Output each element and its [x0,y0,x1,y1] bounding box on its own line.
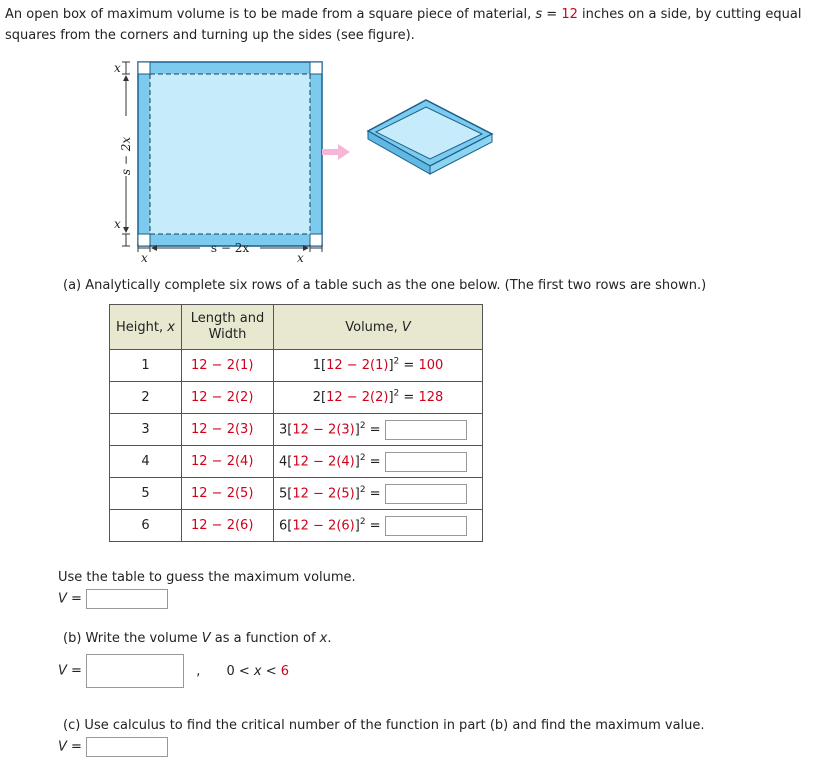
intro-text: An open box of maximum volume is to be made from a square piece of material, [5,7,536,22]
length-width-cell: 12 − 2(1) [182,350,274,382]
volume-cell: $4[12 - 2(4)]^2$ = [274,446,483,478]
volume-prefix: 4[ [279,454,293,469]
volume-header-label: Volume, [345,319,402,335]
domain-lt: < [261,663,281,679]
volume-bracket: ] [354,454,360,469]
comma: , [196,663,201,679]
table-row [110,446,483,478]
volume-bracket: ] [354,518,360,533]
part-c-prompt: (c) Use calculus to find the critical number of the function in part (b) and find the maximum value. [63,718,705,733]
height-cell: 4 [110,446,182,478]
x-label-right: x [297,251,304,265]
equals-sign: = [542,7,562,22]
guess-prompt: Use the table to guess the maximum volume. [58,570,356,585]
height-header-label: Height, [116,319,168,335]
length-width-cell: 12 − 2(2) [182,382,274,414]
length-width-cell: 12 − 2(3) [182,414,274,446]
volume-result: 128 [418,390,444,405]
volume-cell: $5[12 - 2(5)]^2$ = [274,478,483,510]
part-b-v: V [201,631,211,646]
height-cell: 3 [110,414,182,446]
volume-table [109,304,483,542]
length-width-cell: 12 − 2(5) [182,478,274,510]
table-row [110,478,483,510]
volume-prefix: 5[ [279,486,293,501]
volume-prefix: 3[ [279,422,293,437]
volume-answer-input-5[interactable] [385,484,467,504]
volume-inner: 12 − 2(3) [292,422,355,437]
volume-answer-input-6[interactable] [385,516,467,536]
height-cell: 2 [110,382,182,414]
volume-cell: $2[12 - 2(2)]^2 = 128$ [274,382,483,414]
domain-text [226,664,289,679]
box-diagram [100,56,520,268]
height-cell: 5 [110,478,182,510]
volume-inner: 12 − 2(1) [326,358,389,373]
max-value-input[interactable] [86,737,168,757]
domain-start: 0 < [226,663,254,679]
table-row [110,382,483,414]
volume-result: 100 [418,358,444,373]
side-label-vertical: s − 2x [119,136,133,176]
x-label-left: x [141,251,148,265]
table-row [110,510,483,542]
volume-answer-input-4[interactable] [385,452,467,472]
volume-bracket: ] [354,422,360,437]
max-volume-input[interactable] [86,589,168,609]
volume-inner: 12 − 2(6) [292,518,355,533]
length-width-cell: 12 − 2(4) [182,446,274,478]
height-cell: 6 [110,510,182,542]
volume-prefix: 6[ [279,518,293,533]
volume-cell: $6[12 - 2(6)]^2$ = [274,510,483,542]
length-width-cell: 12 − 2(6) [182,510,274,542]
x-label-bottom: x [114,217,121,231]
box-base [150,74,310,234]
height-header [110,305,182,350]
v-label: V = [58,663,82,679]
domain-var: x [253,663,262,679]
volume-header-var: V [401,319,411,335]
volume-cell: $3[12 - 2(3)]^2$ = [274,414,483,446]
volume-bracket: ] [388,358,394,373]
x-label-top: x [114,61,121,75]
table-header [110,305,483,350]
volume-bracket: ] [388,390,394,405]
height-cell: 1 [110,350,182,382]
max-value-row [58,737,168,757]
problem-statement [5,4,810,46]
volume-function-input[interactable] [86,654,184,688]
height-header-var: x [167,319,175,335]
max-volume-row [58,589,168,609]
volume-inner: 12 − 2(5) [292,486,355,501]
side-label-horizontal: s − 2x [210,241,250,255]
volume-inner: 12 − 2(4) [292,454,355,469]
open-box [368,100,492,174]
part-b-period: . [327,631,332,646]
v-label: V = [58,739,82,755]
s-variable: s [535,7,543,22]
volume-header [274,305,483,350]
part-b-prompt [63,631,332,646]
volume-cell: $1[12 - 2(1)]^2 = 100$ [274,350,483,382]
length-width-header: Length and Width [182,305,274,350]
volume-prefix: 2[ [312,390,327,405]
table-row [110,350,483,382]
table-row [110,414,483,446]
part-b-text-mid: as a function of [210,631,320,646]
box-figure [100,56,520,268]
v-label: V = [58,591,82,607]
s-value: 12 [561,7,578,22]
intro-text-end: inches on a side, by cutting equal squares from the corners and turning up the sides (see figure). [5,7,802,43]
volume-inner: 12 − 2(2) [326,390,389,405]
domain-value: 6 [280,663,290,679]
part-b-text: (b) Write the volume [63,631,202,646]
volume-bracket: ] [354,486,360,501]
part-a-prompt: (a) Analytically complete six rows of a table such as the one below. (The first two rows are shown.) [63,278,707,293]
volume-answer-input-3[interactable] [385,420,467,440]
arrow-icon [322,144,350,160]
part-b-x: x [319,631,328,646]
volume-function-row [58,654,289,688]
volume-prefix: 1[ [312,358,327,373]
